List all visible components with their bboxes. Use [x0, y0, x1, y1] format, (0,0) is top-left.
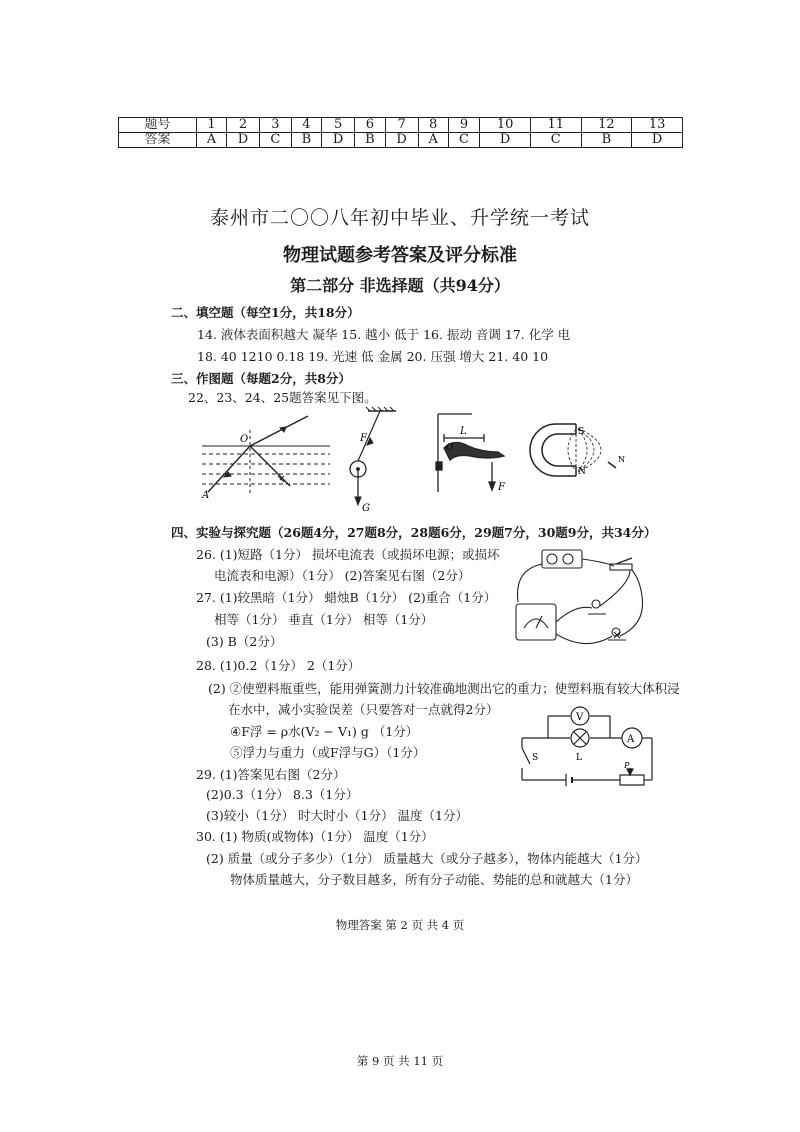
figure-label: G	[362, 503, 370, 513]
answer-table	[118, 117, 683, 148]
figure-label: O	[446, 443, 454, 453]
part-heading: 第二部分 非选择题（共94分）	[290, 276, 510, 295]
answer-line: 26. (1)短路（1分） 损坏电流表（或损坏电源；或损坏	[196, 547, 500, 562]
section-heading-experiment: 四、实验与探究题（26题4分，27题8分，28题6分，29题7分，30题9分，共34分）	[171, 525, 657, 540]
question-number: 7	[385, 118, 418, 133]
answer-cell: C	[530, 133, 581, 148]
answer-line: 相等（1分） 垂直（1分） 相等（1分）	[214, 612, 434, 627]
figure-label: P	[624, 761, 630, 770]
answer-cell: B	[581, 133, 632, 148]
question-number: 6	[355, 118, 385, 133]
answer-line: 29. (1)答案见右图（2分）	[196, 767, 346, 782]
answer-line: (2)0.3（1分） 8.3（1分）	[206, 787, 359, 802]
answer-cell: C	[260, 133, 292, 148]
answer-line: (2) 质量（或分子多少）（1分） 质量越大（或分子越多），物体内能越大（1分）	[206, 851, 648, 866]
answer-line: 14. 液体表面积越大 凝华 15. 越小 低于 16. 振动 音调 17. 化学 电	[197, 327, 571, 342]
compass-needle-icon	[608, 462, 616, 468]
figure-label: A	[627, 734, 635, 745]
answer-line: 18. 40 1210 0.18 19. 光速 低 金属 20. 压强 增大 21. 40 10	[197, 349, 549, 364]
table-row	[119, 133, 683, 148]
answer-line: 22、23、24、25题答案见下图。	[188, 390, 377, 405]
figure-24-lever	[432, 412, 512, 494]
figure-22-light-path	[198, 410, 333, 500]
figure-label: V	[576, 712, 584, 723]
table-row	[119, 118, 683, 133]
page-number: 第 9 页 共 11 页	[356, 1054, 444, 1068]
figure-label: S	[578, 427, 585, 437]
answer-cell: A	[197, 133, 227, 148]
question-number: 4	[291, 118, 321, 133]
figure-label: L	[460, 426, 467, 437]
question-number: 3	[260, 118, 292, 133]
figure-label: L	[576, 753, 582, 763]
answer-line: 28. (1)0.2（1分） 2（1分）	[196, 658, 361, 673]
answer-line: (2) ②使塑料瓶重些，能用弹簧测力计较准确地测出它的重力；使塑料瓶有较大体积浸	[208, 681, 680, 696]
figure-label: N	[618, 455, 625, 464]
question-number: 5	[322, 118, 355, 133]
row-label: 答案	[119, 133, 197, 148]
figure-label: F	[360, 433, 367, 444]
question-number: 10	[480, 118, 531, 133]
answer-line: 30. (1) 物质(或物体)（1分） 温度（1分）	[196, 829, 434, 844]
answer-cell: D	[480, 133, 531, 148]
answer-cell: D	[632, 133, 683, 148]
figure-label: A	[202, 490, 210, 500]
section-heading-fill-in: 二、填空题（每空1分，共18分）	[171, 305, 360, 320]
answer-line: ④F浮 = ρ水(V₂ − V₁) g （1分）	[230, 724, 419, 739]
question-number: 1	[197, 118, 227, 133]
answer-cell: B	[355, 133, 385, 148]
answer-line: ⑤浮力与重力（或F浮与G）（1分）	[230, 745, 426, 760]
section-heading-drawing: 三、作图题（每题2分，共8分）	[171, 371, 351, 386]
answer-line: (3) B（2分）	[206, 634, 283, 649]
answer-cell: D	[322, 133, 355, 148]
figure-label: O	[240, 434, 249, 445]
figure-label: N	[578, 467, 586, 477]
question-number: 13	[632, 118, 683, 133]
row-label: 题号	[119, 118, 197, 133]
figure-label: F	[498, 482, 505, 493]
figure-25-magnet	[520, 410, 630, 494]
answer-cell: A	[418, 133, 448, 148]
question-number: 9	[448, 118, 480, 133]
question-number: 8	[418, 118, 448, 133]
question-number: 11	[530, 118, 581, 133]
answer-cell: B	[291, 133, 321, 148]
answer-line: 在水中，减小实验误差（只要答对一点就得2分）	[228, 702, 499, 717]
answer-cell: D	[385, 133, 418, 148]
inner-page-footer: 物理答案 第 2 页 共 4 页	[335, 918, 465, 932]
question-number: 12	[581, 118, 632, 133]
figure-label: S	[532, 753, 539, 763]
document-subtitle: 物理试题参考答案及评分标准	[283, 245, 517, 266]
answer-cell: C	[448, 133, 480, 148]
document-title: 泰州市二〇〇八年初中毕业、升学统一考试	[209, 207, 590, 229]
answer-line: 27. (1)较黑暗（1分） 蜡烛B（1分） (2)重合（1分）	[196, 590, 497, 605]
figure-23-hanging-ball	[340, 405, 400, 513]
answer-cell: D	[227, 133, 260, 148]
answer-line: (3)较小（1分） 时大时小（1分） 温度（1分）	[206, 808, 469, 823]
answer-line: 物体质量越大，分子数目越多，所有分子动能、势能的总和就越大（1分）	[230, 872, 638, 887]
figure-26-circuit	[506, 544, 652, 656]
answer-line: 电流表和电源）（1分） (2)答案见右图（2分）	[214, 568, 471, 583]
question-number: 2	[227, 118, 260, 133]
figure-29-schematic	[512, 702, 662, 788]
